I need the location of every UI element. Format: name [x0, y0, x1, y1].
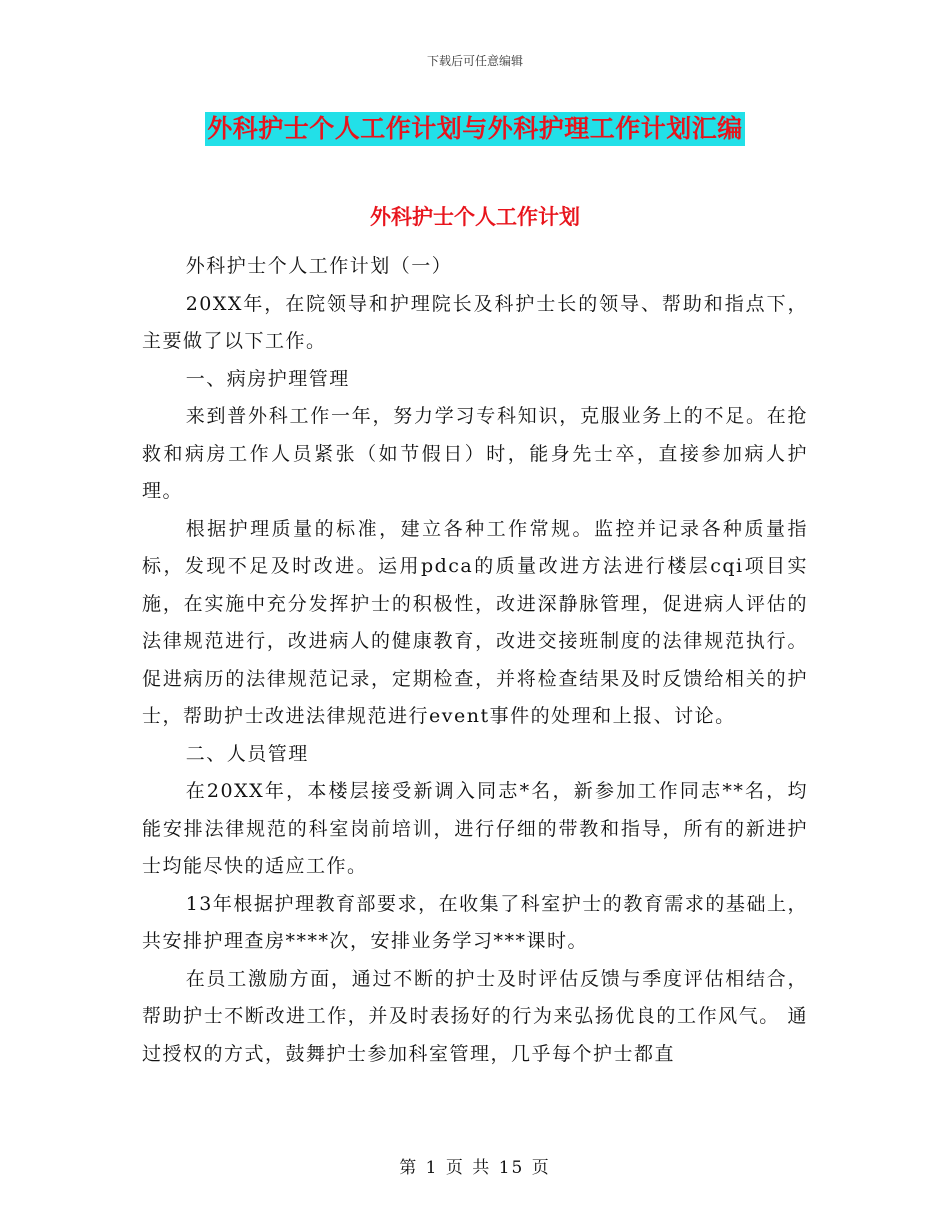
paragraph: 在员工激励方面，通过不断的护士及时评估反馈与季度评估相结合，帮助护士不断改进工作，并及时表扬好的行为来弘扬优良的工作风气。 通过授权的方式，鼓舞护士参加科室管理，几乎每个护士都直 — [142, 967, 808, 1065]
page-number: 第 1 页 共 15 页 — [399, 1158, 551, 1178]
document-title-container — [0, 112, 950, 146]
paragraph: 在20XX年，本楼层接受新调入同志*名，新参加工作同志**名，均能安排法律规范的科室岗前培训，进行仔细的带教和指导，所有的新进护士均能尽快的适应工作。 — [142, 780, 808, 877]
section-title: 外科护士个人工作计划 — [370, 205, 580, 229]
document-title: 外科护士个人工作计划与外科护理工作计划汇编 — [205, 112, 745, 146]
page-header-note: 下载后可任意编辑 — [426, 54, 523, 68]
paragraph-subtitle: 外科护士个人工作计划（一） — [185, 255, 453, 277]
paragraph: 根据护理质量的标准，建立各种工作常规。监控并记录各种质量指标，发现不足及时改进。运用pdca的质量改进方法进行楼层cqi项目实施，在实施中充分发挥护士的积极性，改进深静脉管理，促进病人评估的法律规范进行，改进病人的健康教育，改进交接班制度的法律规范执行。促进病历的法律规范记录，定期检查，并将检查结果及时反馈给相关的护士，帮助护士改进法律规范进行event事件的处理和上报、讨论。 — [142, 517, 808, 727]
paragraph: 来到普外科工作一年，努力学习专科知识，克服业务上的不足。在抢救和病房工作人员紧张（如节假日）时，能身先士卒，直接参加病人护理。 — [142, 405, 808, 502]
paragraph: 13年根据护理教育部要求，在收集了科室护士的教育需求的基础上，共安排护理查房****次，安排业务学习***课时。 — [142, 892, 808, 952]
document-body — [142, 248, 808, 1073]
paragraph-heading: 二、人员管理 — [185, 742, 309, 765]
paragraph: 20XX年，在院领导和护理院长及科护士长的领导、帮助和指点下，主要做了以下工作。 — [142, 292, 808, 352]
paragraph-heading: 一、病房护理管理 — [185, 367, 350, 390]
